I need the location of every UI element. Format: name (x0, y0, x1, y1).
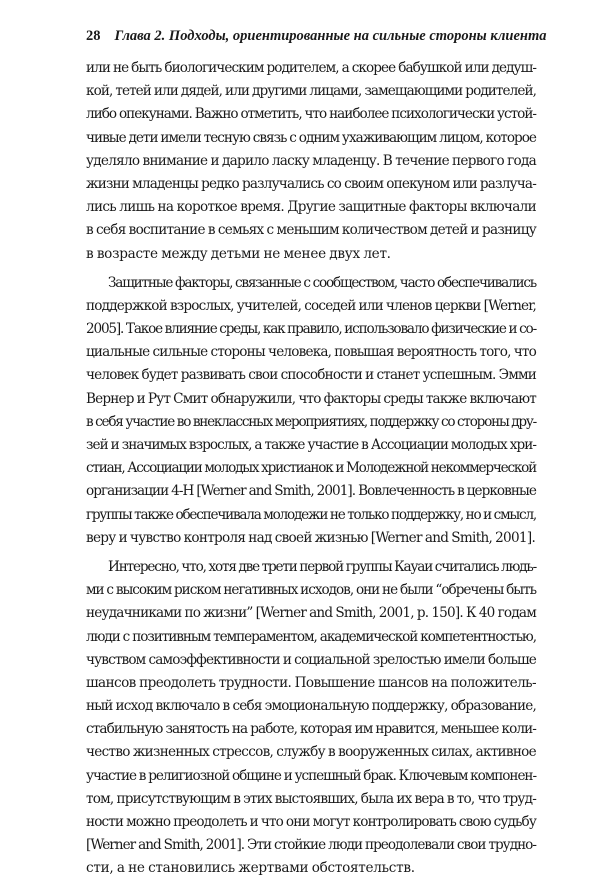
text-line: в себя участие во внеклассных мероприятиях, поддержку со стороны дру- (86, 413, 536, 430)
text-line: или не быть биологическим родителем, а скорее бабушкой или дедуш- (86, 60, 536, 76)
text-line: 2005]. Такое влияние среды, как правило, использовало физические и со- (86, 321, 536, 338)
text-line: люди с позитивным темпераментом, академической компетентностью, (86, 628, 536, 645)
text-line: чувством самоэффективности и социальной зрелостью имели больше (86, 651, 536, 668)
text-line: ми с высоким риском негативных исходов, они не были “обречены быть (86, 582, 536, 599)
running-head: Глава 2. Подходы, ориентированные на сильные стороны клиента (114, 28, 547, 44)
text-line: в возрасте между детьми не менее двух лет. (86, 245, 391, 262)
text-line: участие в религиозной общине и успешный брак. Ключевым компонен- (86, 767, 536, 784)
text-line: зей и значимых взрослых, а также участие в Ассоциации молодых хри- (86, 437, 536, 453)
text-line: уделяло внимание и дарило ласку младенцу. В течение первого года (86, 152, 536, 169)
text-line: лись лишь на короткое время. Другие защитные факторы включали (86, 199, 536, 216)
body-text (86, 57, 536, 881)
text-line: кой, тетей или дядей, или другими лицами, замещающими родителей, (86, 83, 536, 100)
text-line: чество жизненных стрессов, службу в вооруженных силах, активное (86, 744, 536, 761)
text-line: Вернер и Рут Смит обнаружили, что факторы среды также включают (86, 390, 536, 407)
text-line: стабильную занятость на работе, которая им нравится, меньшее коли- (86, 721, 536, 738)
text-line: в себя воспитание в семьях с меньшим количеством детей и разницу (86, 222, 536, 239)
paragraph-2 (86, 272, 536, 550)
paragraph-1 (86, 57, 536, 266)
page-number: 28 (86, 28, 101, 44)
text-line: жизни младенцы редко разлучались со своим опекуном или разлуча- (86, 175, 536, 192)
text-line: [Werner and Smith, 2001]. Эти стойкие люди преодолевали свои трудно- (86, 837, 536, 854)
paragraph-3 (86, 556, 536, 881)
text-line: либо опекунами. Важно отметить, что наиболее психологически устой- (86, 106, 536, 123)
text-line: Защитные факторы, связанные с сообществом, часто обеспечивались (108, 274, 536, 291)
text-line: группы также обеспечивала молодежи не только поддержку, но и смысл, (86, 506, 536, 523)
text-line: ный исход включало в себя эмоциональную поддержку, образование, (86, 698, 536, 715)
text-line: чивые дети имели тесную связь с одним ухаживающим лицом, которое (86, 129, 536, 146)
text-line: том, присутствующим в этих выстоявших, была их вера в то, что труд- (86, 790, 536, 807)
text-line: шансов преодолеть трудности. Повышение шансов на положитель- (86, 674, 536, 691)
text-line: человек будет развивать свои способности и станет успешным. Эмми (86, 367, 536, 384)
text-line: организации 4-H [Werner and Smith, 2001]. Вовлеченность в церковные (86, 483, 536, 500)
text-line: неудачниками по жизни” [Werner and Smith, 2001, p. 150]. К 40 годам (86, 605, 536, 622)
text-line: веру и чувство контроля над своей жизнью [Werner and Smith, 2001]. (86, 529, 536, 546)
text-line: Интересно, что, хотя две трети первой группы Кауаи считались людь- (108, 558, 536, 575)
text-line: стиан, Ассоциации молодых христианок и Молодежной некоммерческой (86, 460, 536, 477)
text-line: циальные сильные стороны человека, повышая вероятность того, что (86, 344, 536, 361)
text-line: ности можно преодолеть и что они могут контролировать свою судьбу (86, 814, 536, 830)
text-line: поддержкой взрослых, учителей, соседей или членов церкви [Werner, (86, 297, 536, 314)
page-header (86, 28, 547, 45)
text-line: сти, а не становились жертвами обстоятельств. (86, 860, 415, 877)
